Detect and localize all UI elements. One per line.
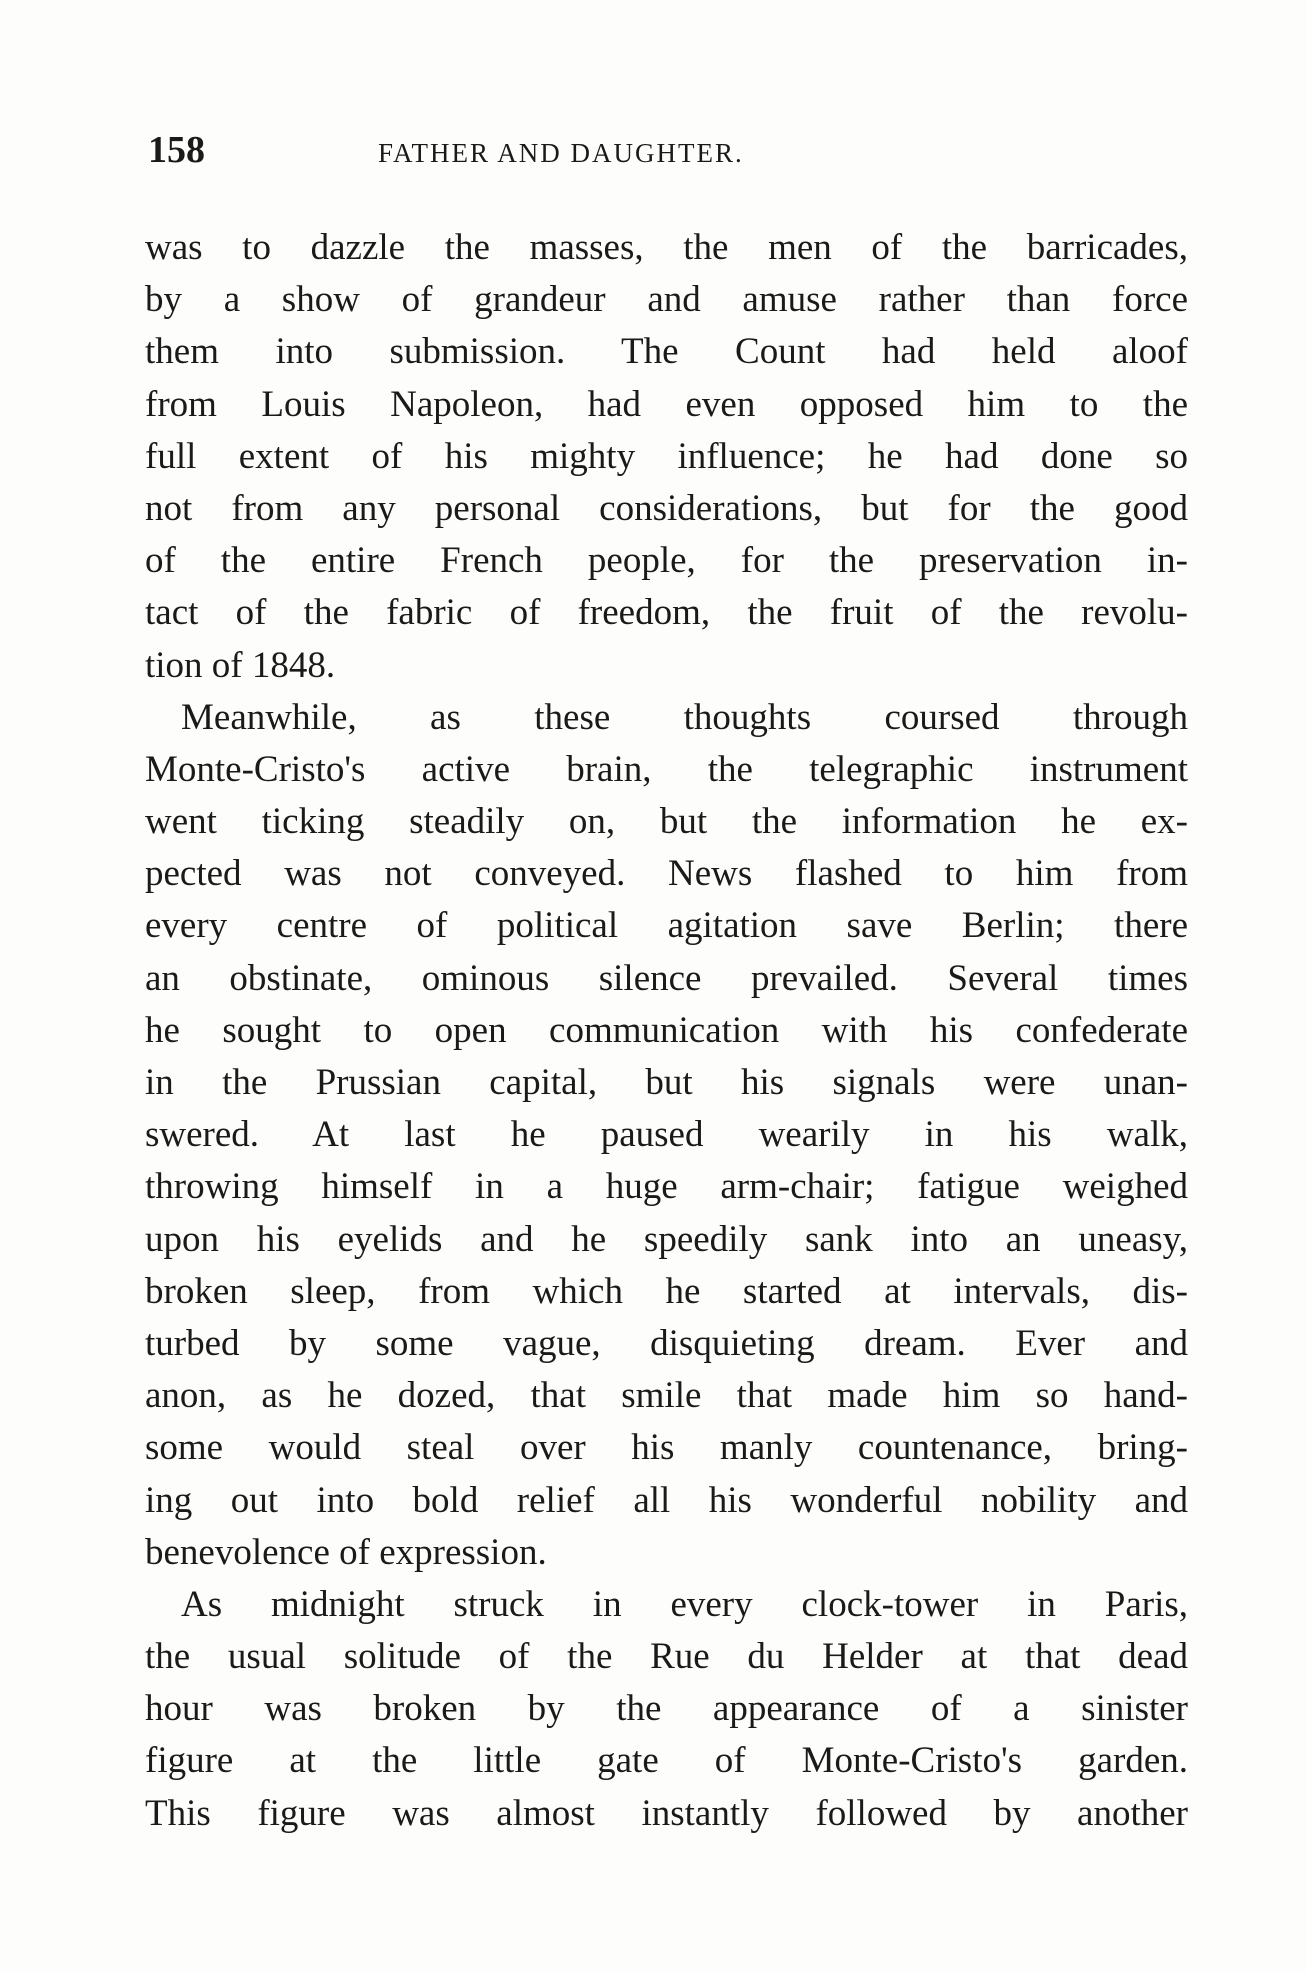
text-line: he sought to open communication with his confederate: [145, 1009, 1188, 1051]
text-line: ing out into bold relief all his wonderful nobility and: [145, 1479, 1188, 1521]
body-text: [145, 222, 1188, 1840]
text-line: upon his eyelids and he speedily sank into an uneasy,: [145, 1218, 1188, 1260]
running-title: FATHER AND DAUGHTER.: [378, 138, 744, 168]
text-line: swered. At last he paused wearily in his walk,: [145, 1114, 1188, 1156]
text-line: anon, as he dozed, that smile that made him so hand-: [145, 1375, 1188, 1417]
text-line: an obstinate, ominous silence prevailed. Several times: [145, 957, 1188, 999]
text-line: in the Prussian capital, but his signals were unan-: [145, 1062, 1188, 1103]
text-line: went ticking steadily on, but the information he ex-: [145, 801, 1188, 843]
page-number: 158: [148, 129, 205, 171]
text-line: tact of the fabric of freedom, the fruit of the revolu-: [145, 592, 1188, 634]
running-head: [148, 128, 1188, 178]
text-line: from Louis Napoleon, had even opposed him to the: [145, 383, 1188, 425]
text-line: the usual solitude of the Rue du Helder at that dead: [145, 1636, 1188, 1678]
text-line: Meanwhile, as these thoughts coursed through: [181, 696, 1188, 738]
text-line: of the entire French people, for the preservation in-: [145, 540, 1188, 582]
text-line: was to dazzle the masses, the men of the barricades,: [145, 227, 1188, 268]
text-line: This figure was almost instantly followed by another: [145, 1792, 1188, 1834]
text-line: throwing himself in a huge arm-chair; fatigue weighed: [145, 1166, 1188, 1208]
text-line: tion of 1848.: [145, 644, 336, 686]
text-line: not from any personal considerations, but for the good: [145, 487, 1188, 529]
text-line: turbed by some vague, disquieting dream. Ever and: [145, 1322, 1188, 1364]
text-line: hour was broken by the appearance of a sinister: [145, 1688, 1188, 1730]
text-line: As midnight struck in every clock-tower in Paris,: [181, 1583, 1188, 1625]
text-line: them into submission. The Count had held aloof: [145, 331, 1188, 373]
text-line: figure at the little gate of Monte-Cristo's garden.: [145, 1740, 1188, 1782]
text-line: full extent of his mighty influence; he had done so: [145, 435, 1188, 477]
text-line: benevolence of expression.: [145, 1531, 547, 1573]
text-line: every centre of political agitation save Berlin; there: [145, 905, 1188, 947]
text-line: some would steal over his manly countenance, bring-: [145, 1427, 1188, 1469]
text-line: broken sleep, from which he started at intervals, dis-: [145, 1270, 1188, 1312]
text-line: by a show of grandeur and amuse rather than force: [145, 279, 1188, 321]
text-line: Monte-Cristo's active brain, the telegraphic instrument: [145, 748, 1188, 790]
text-line: pected was not conveyed. News flashed to him from: [145, 853, 1188, 895]
